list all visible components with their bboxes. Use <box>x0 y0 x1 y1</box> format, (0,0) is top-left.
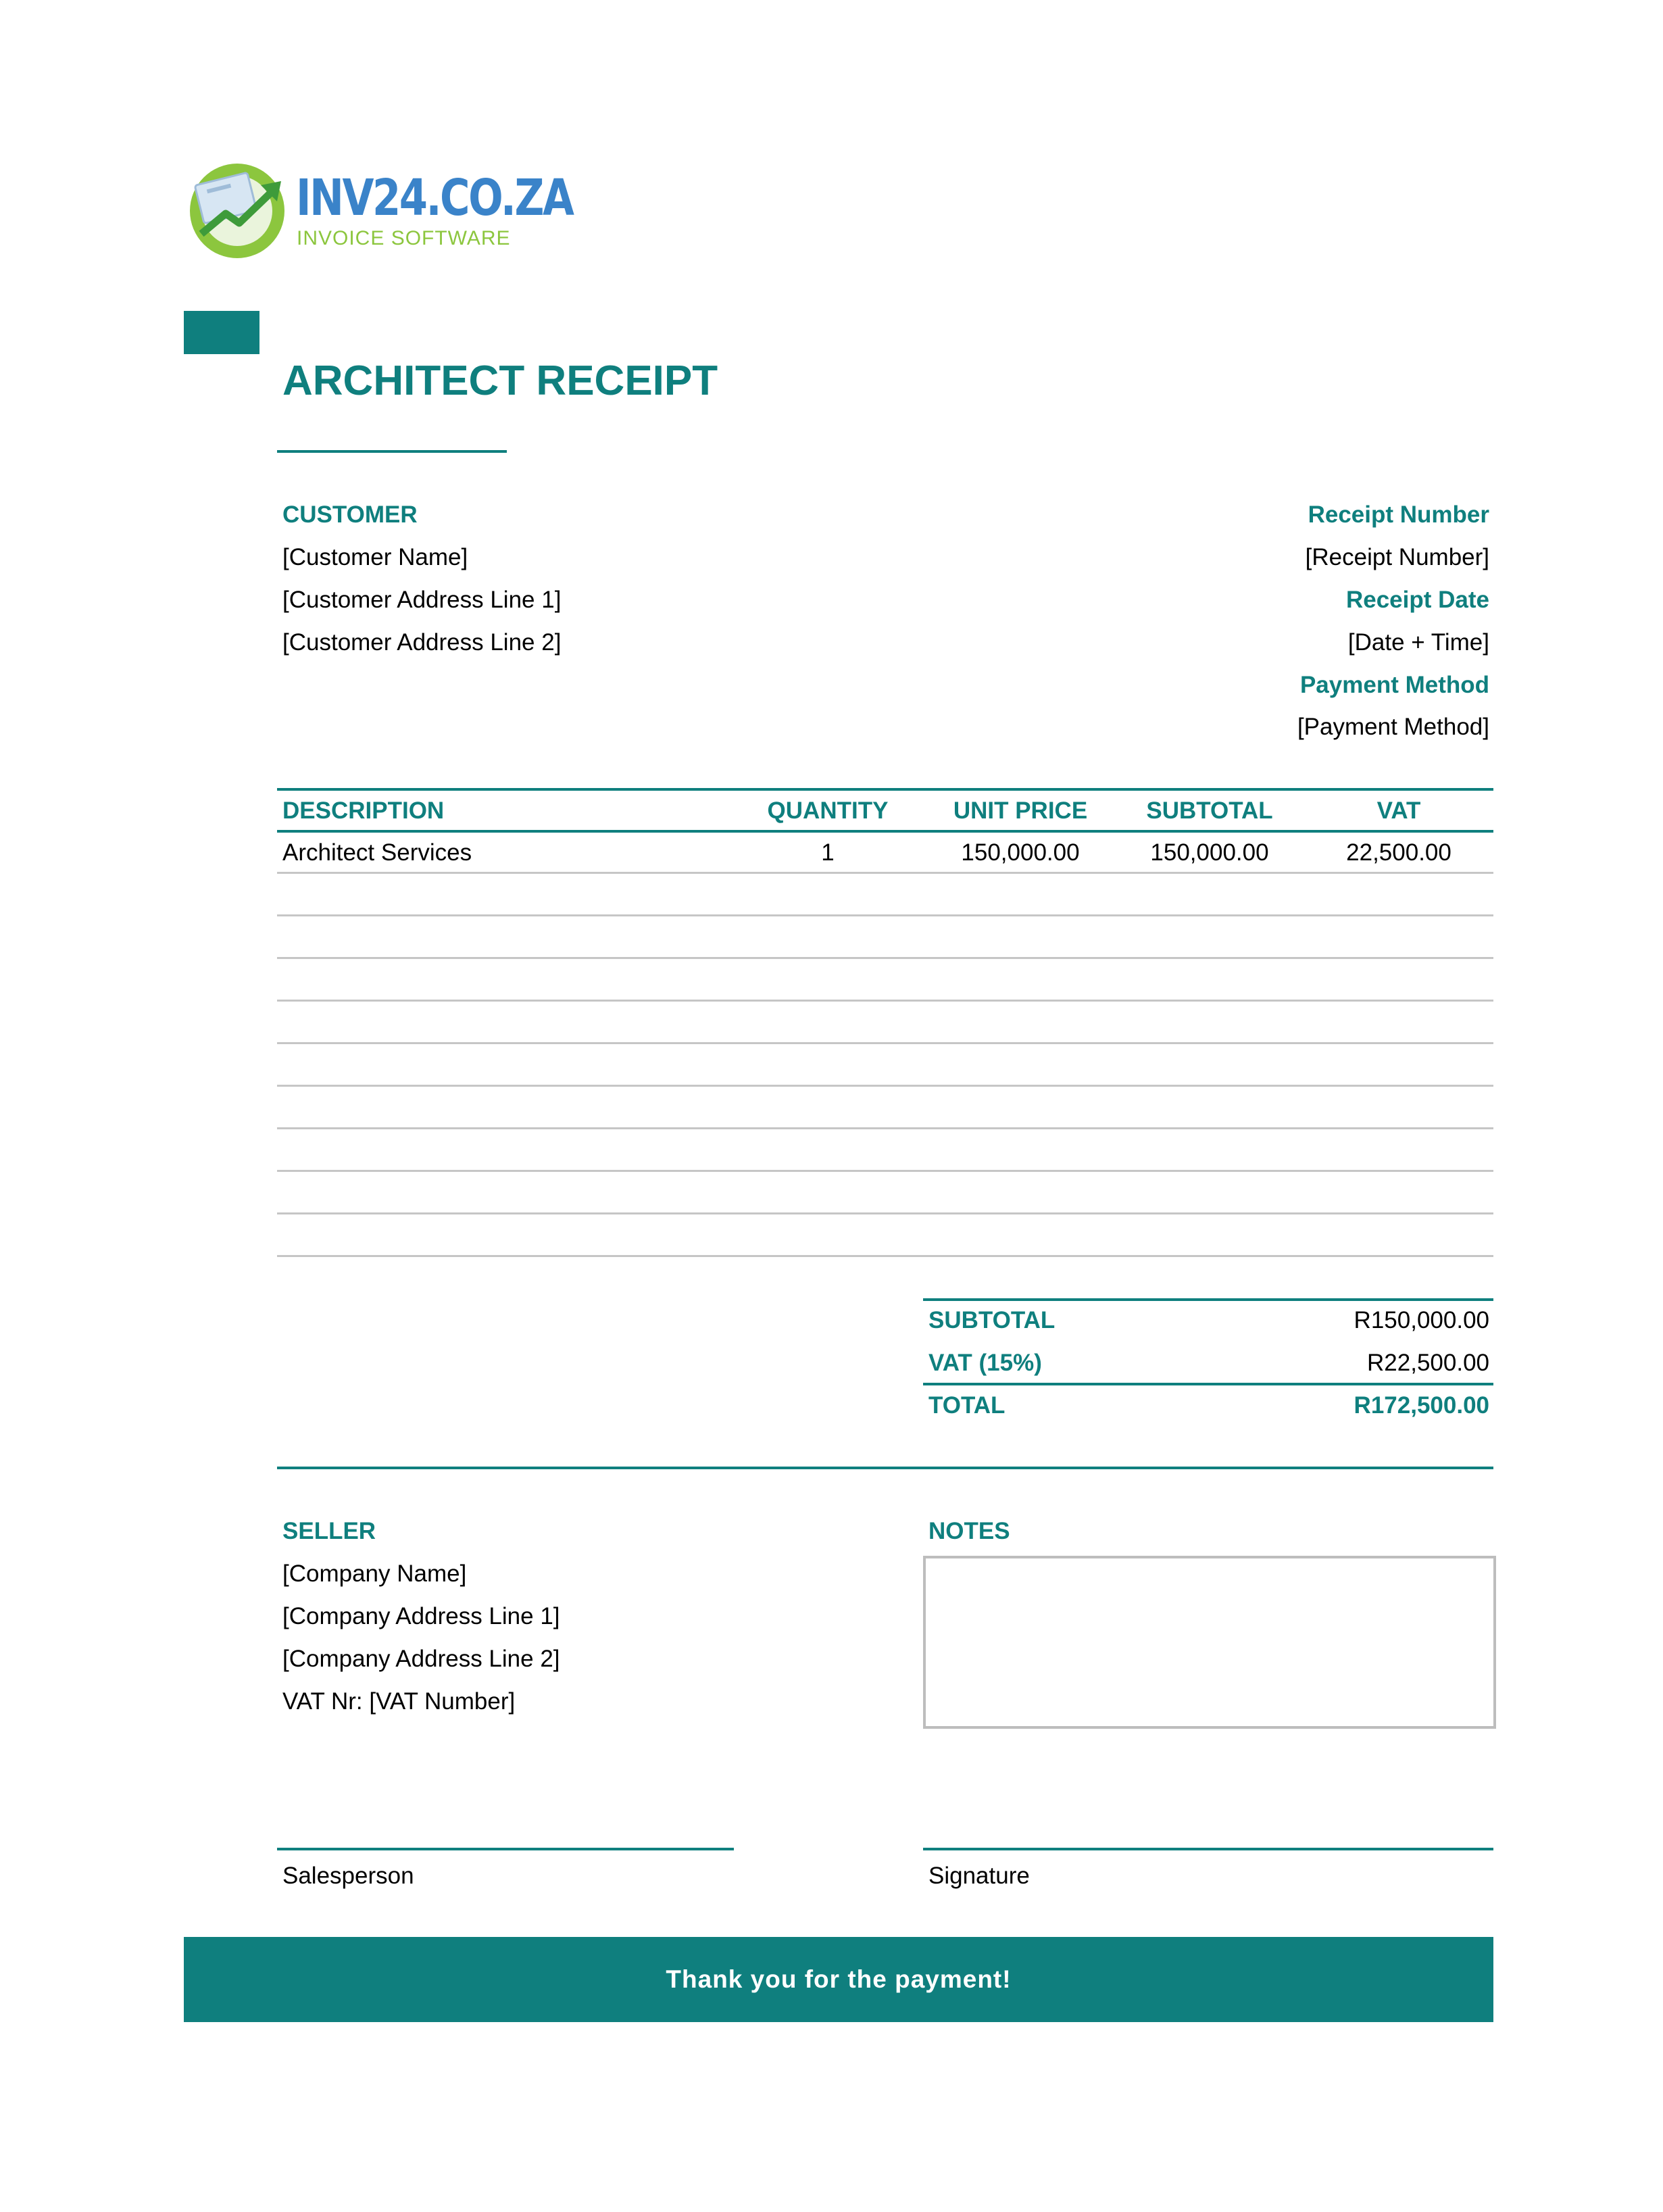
row-divider <box>277 1127 1493 1129</box>
seller-vat-number: VAT Nr: [VAT Number] <box>282 1688 516 1715</box>
salesperson-label: Salesperson <box>282 1863 414 1889</box>
totals-subtotal-value: R150,000.00 <box>1354 1307 1489 1333</box>
signature-label: Signature <box>928 1863 1030 1889</box>
logo-tagline: INVOICE SOFTWARE <box>297 227 511 249</box>
row-divider <box>277 1042 1493 1044</box>
receipt-date-value: [Date + Time] <box>1347 629 1489 656</box>
payment-method-value: [Payment Method] <box>1297 714 1489 740</box>
table-header-rule <box>277 830 1493 833</box>
notes-field[interactable] <box>923 1556 1496 1729</box>
page-title: ARCHITECT RECEIPT <box>282 358 718 404</box>
signature-line <box>923 1848 1493 1850</box>
section-divider <box>277 1467 1493 1469</box>
row-divider <box>277 1255 1493 1257</box>
totals-top-rule <box>923 1298 1493 1301</box>
header-unit-price: UNIT PRICE <box>953 797 1088 824</box>
row-divider <box>277 1170 1493 1172</box>
company-logo <box>187 154 573 260</box>
row-divider <box>277 872 1493 874</box>
totals-vat-label: VAT (15%) <box>928 1350 1042 1376</box>
row-quantity: 1 <box>821 839 835 866</box>
logo-name: INV24.CO.ZA <box>296 169 573 227</box>
row-divider <box>277 914 1493 916</box>
seller-label: SELLER <box>282 1518 376 1544</box>
customer-address-line-1: [Customer Address Line 1] <box>282 587 562 613</box>
receipt-date-label: Receipt Date <box>1345 587 1489 613</box>
row-unit-price: 150,000.00 <box>961 839 1080 866</box>
title-divider <box>277 450 507 453</box>
seller-address-line-1: [Company Address Line 1] <box>282 1603 560 1629</box>
row-divider <box>277 1085 1493 1087</box>
customer-label: CUSTOMER <box>282 501 418 528</box>
table-top-rule <box>277 788 1493 791</box>
header-quantity: QUANTITY <box>767 797 889 824</box>
header-description: DESCRIPTION <box>282 797 445 824</box>
header-vat: VAT <box>1376 797 1421 824</box>
totals-mid-rule <box>923 1383 1493 1385</box>
totals-vat-value: R22,500.00 <box>1367 1350 1489 1376</box>
salesperson-line <box>277 1848 734 1850</box>
logo-icon <box>187 158 288 260</box>
row-divider <box>277 957 1493 959</box>
row-vat: 22,500.00 <box>1346 839 1451 866</box>
totals-total-label: TOTAL <box>928 1392 1006 1419</box>
totals-subtotal-label: SUBTOTAL <box>928 1307 1056 1333</box>
customer-name: [Customer Name] <box>282 544 468 570</box>
row-description: Architect Services <box>282 839 472 866</box>
row-divider <box>277 1212 1493 1214</box>
row-subtotal: 150,000.00 <box>1150 839 1269 866</box>
footer-message: Thank you for the payment! <box>666 1965 1012 1993</box>
payment-method-label: Payment Method <box>1299 672 1489 698</box>
totals-total-value: R172,500.00 <box>1354 1392 1489 1419</box>
seller-company-name: [Company Name] <box>282 1560 467 1587</box>
receipt-number-value: [Receipt Number] <box>1305 544 1489 570</box>
header-subtotal: SUBTOTAL <box>1146 797 1273 824</box>
row-divider <box>277 1000 1493 1002</box>
seller-address-line-2: [Company Address Line 2] <box>282 1646 560 1672</box>
notes-label: NOTES <box>928 1518 1010 1544</box>
customer-address-line-2: [Customer Address Line 2] <box>282 629 562 656</box>
receipt-number-label: Receipt Number <box>1308 501 1489 528</box>
accent-block <box>184 311 259 354</box>
